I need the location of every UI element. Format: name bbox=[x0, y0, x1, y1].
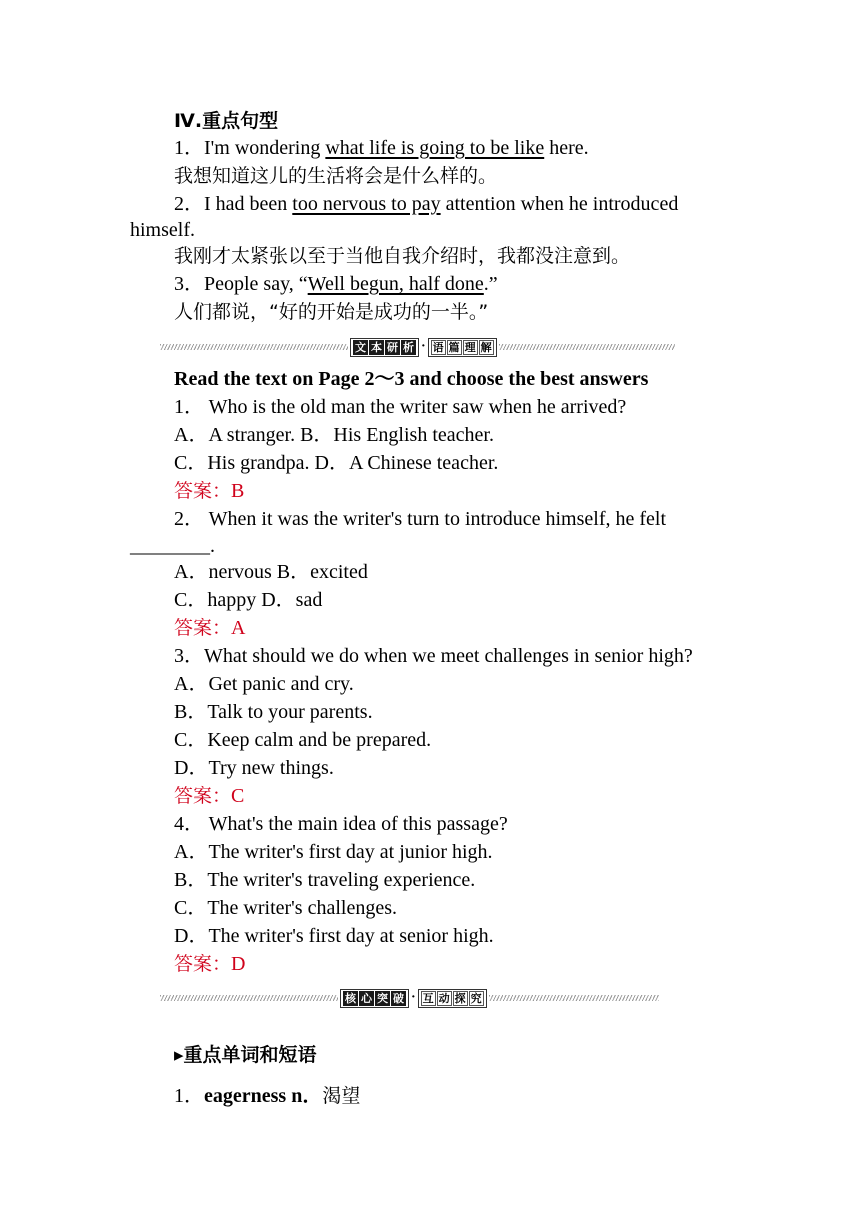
answer-label: 答案： bbox=[174, 617, 232, 639]
question-4-option-d: D．The writer's first day at senior high. bbox=[174, 925, 494, 947]
question-1-options-cd: C．His grandpa. D．A Chinese teacher. bbox=[174, 452, 499, 474]
sentence-1-translation: 我想知道这儿的生活将会是什么样的。 bbox=[174, 165, 498, 187]
sentence-2-continuation: himself. bbox=[130, 219, 195, 241]
question-2-stem: 2． When it was the writer's turn to introduce himself, he felt bbox=[174, 508, 667, 530]
question-4-option-b: B．The writer's traveling experience. bbox=[174, 869, 476, 891]
chip-char: 探 bbox=[454, 991, 466, 1005]
divider-dot: · bbox=[421, 339, 426, 354]
divider-chip bbox=[350, 338, 419, 357]
sentence-text: attention when he introduced bbox=[440, 193, 679, 215]
chip-char: 本 bbox=[371, 340, 382, 354]
chip-char: 解 bbox=[480, 340, 492, 354]
question-4-answer bbox=[174, 951, 245, 977]
sentence-number: 3． bbox=[174, 273, 204, 295]
sentence-fill: what life is going to be like bbox=[325, 137, 545, 159]
answer-label: 答案： bbox=[174, 953, 232, 975]
question-4-option-a: A．The writer's first day at junior high. bbox=[174, 841, 493, 863]
divider-chip bbox=[418, 989, 487, 1008]
sentence-1 bbox=[174, 135, 589, 161]
vocab-item-1 bbox=[174, 1083, 360, 1109]
divider-badge bbox=[350, 338, 497, 357]
question-1-stem: 1． Who is the old man the writer saw when he arrived? bbox=[174, 396, 627, 418]
question-3-option-b: B．Talk to your parents. bbox=[174, 701, 373, 723]
divider-chip bbox=[428, 338, 497, 357]
vocab-heading: ▸重点单词和短语 bbox=[174, 1044, 317, 1066]
sentence-3-translation: 人们都说，“好的开始是成功的一半。” bbox=[174, 301, 489, 323]
chip-char: 心 bbox=[361, 991, 372, 1005]
question-3-option-a: A．Get panic and cry. bbox=[174, 673, 354, 695]
answer-label: 答案： bbox=[174, 480, 232, 502]
sentence-text: here. bbox=[544, 137, 589, 159]
chip-char: 文 bbox=[355, 340, 366, 354]
sentence-2-translation: 我刚才太紧张以至于当他自我介绍时，我都没注意到。 bbox=[174, 245, 631, 267]
question-2-blank: ________. bbox=[130, 535, 215, 557]
chip-char: 研 bbox=[387, 340, 398, 354]
sentence-number: 1． bbox=[174, 137, 204, 159]
question-4-stem: 4． What's the main idea of this passage? bbox=[174, 813, 508, 835]
chip-char: 语 bbox=[432, 340, 444, 354]
sentence-3 bbox=[174, 271, 498, 297]
question-3-answer bbox=[174, 783, 244, 809]
chip-char: 析 bbox=[403, 340, 414, 354]
question-4-option-c: C．The writer's challenges. bbox=[174, 897, 397, 919]
reading-heading: Read the text on Page 2～3 and choose the best answers bbox=[174, 368, 649, 390]
chip-char: 核 bbox=[345, 991, 356, 1005]
chip-char: 突 bbox=[377, 991, 388, 1005]
question-3-stem: 3．What should we do when we meet challenges in senior high? bbox=[174, 645, 693, 667]
question-3-option-c: C．Keep calm and be prepared. bbox=[174, 729, 432, 751]
chip-char: 究 bbox=[470, 991, 482, 1005]
sentence-text: .” bbox=[483, 273, 498, 295]
divider-chip bbox=[340, 989, 409, 1008]
question-1-answer bbox=[174, 478, 244, 504]
sentence-number: 2． bbox=[174, 193, 204, 215]
divider-hatch bbox=[160, 995, 338, 1001]
divider-hatch bbox=[489, 995, 659, 1001]
section-divider-core-breakthrough bbox=[160, 988, 665, 1008]
answer-value: C bbox=[231, 785, 245, 807]
chip-char: 破 bbox=[393, 991, 404, 1005]
sentence-text: People say, “ bbox=[204, 273, 308, 295]
answer-value: D bbox=[231, 953, 246, 975]
section-title: Ⅳ.重点句型 bbox=[174, 110, 279, 132]
question-2-options-cd: C．happy D．sad bbox=[174, 589, 323, 611]
sentence-2 bbox=[174, 191, 678, 217]
vocab-number: 1． bbox=[174, 1085, 204, 1107]
divider-dot: · bbox=[411, 990, 416, 1005]
divider-hatch bbox=[499, 344, 675, 350]
divider-badge bbox=[340, 989, 487, 1008]
chip-char: 篇 bbox=[448, 340, 460, 354]
chip-char: 互 bbox=[422, 991, 434, 1005]
answer-value: B bbox=[231, 480, 245, 502]
question-2-answer bbox=[174, 615, 245, 641]
section-divider-text-analysis bbox=[160, 337, 690, 357]
chip-char: 理 bbox=[464, 340, 476, 354]
vocab-meaning: 渴望 bbox=[322, 1085, 361, 1107]
vocab-word: eagerness n． bbox=[204, 1085, 323, 1107]
sentence-fill: too nervous to pay bbox=[292, 193, 441, 215]
question-2-options-ab: A．nervous B．excited bbox=[174, 561, 368, 583]
question-1-options-ab: A．A stranger. B．His English teacher. bbox=[174, 424, 494, 446]
sentence-text: I had been bbox=[204, 193, 293, 215]
chip-char: 动 bbox=[438, 991, 450, 1005]
divider-hatch bbox=[160, 344, 348, 350]
question-3-option-d: D．Try new things. bbox=[174, 757, 334, 779]
sentence-text: I'm wondering bbox=[204, 137, 326, 159]
answer-value: A bbox=[231, 617, 246, 639]
answer-label: 答案： bbox=[174, 785, 232, 807]
sentence-fill: Well begun, half done bbox=[307, 273, 484, 295]
